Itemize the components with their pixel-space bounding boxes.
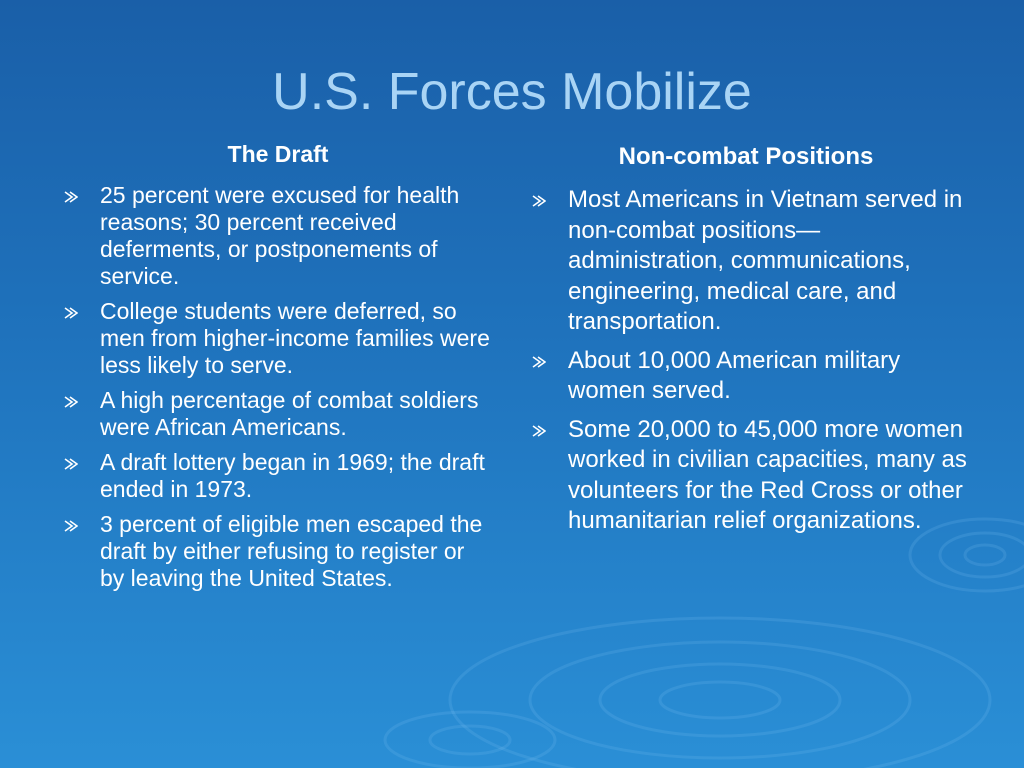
bullet-text: A draft lottery began in 1969; the draft ended in 1973. xyxy=(100,449,485,502)
list-item xyxy=(62,298,492,379)
arrow-chevron-bullet-icon xyxy=(64,520,78,532)
list-item xyxy=(62,387,492,441)
non-combat-heading: Non-combat Positions xyxy=(618,143,874,170)
draft-heading: The Draft xyxy=(227,141,329,167)
draft-column xyxy=(62,140,492,600)
list-item xyxy=(62,182,492,290)
non-combat-bullet-list xyxy=(530,185,970,537)
arrow-chevron-bullet-icon xyxy=(64,458,78,470)
bullet-text: About 10,000 American military women served. xyxy=(568,346,901,404)
list-item xyxy=(62,449,492,503)
arrow-chevron-bullet-icon xyxy=(532,195,546,207)
bullet-text: Some 20,000 to 45,000 more women worked in civilian capacities, many as volunteers for the Red Cross or other humanitarian relief organizations. xyxy=(568,415,967,534)
bullet-text: Most Americans in Vietnam served in non-combat positions—administration, communications, engineering, medical care, and transportation. xyxy=(568,186,963,335)
list-item xyxy=(530,415,970,537)
slide-title: U.S. Forces Mobilize xyxy=(272,63,752,121)
list-item xyxy=(530,185,970,338)
arrow-chevron-bullet-icon xyxy=(64,396,78,408)
arrow-chevron-bullet-icon xyxy=(64,191,78,203)
draft-bullet-list xyxy=(62,182,492,592)
non-combat-column xyxy=(530,143,970,545)
bullet-text: 25 percent were excused for health reasons; 30 percent received deferments, or postponements of service. xyxy=(100,182,460,289)
list-item xyxy=(62,511,492,592)
arrow-chevron-bullet-icon xyxy=(532,425,546,437)
arrow-chevron-bullet-icon xyxy=(532,356,546,368)
bullet-text: A high percentage of combat soldiers were African Americans. xyxy=(100,387,479,440)
list-item xyxy=(530,346,970,407)
arrow-chevron-bullet-icon xyxy=(64,307,78,319)
bullet-text: College students were deferred, so men from higher-income families were less likely to serve. xyxy=(100,298,490,378)
bullet-text: 3 percent of eligible men escaped the draft by either refusing to register or by leaving the United States. xyxy=(100,511,483,591)
